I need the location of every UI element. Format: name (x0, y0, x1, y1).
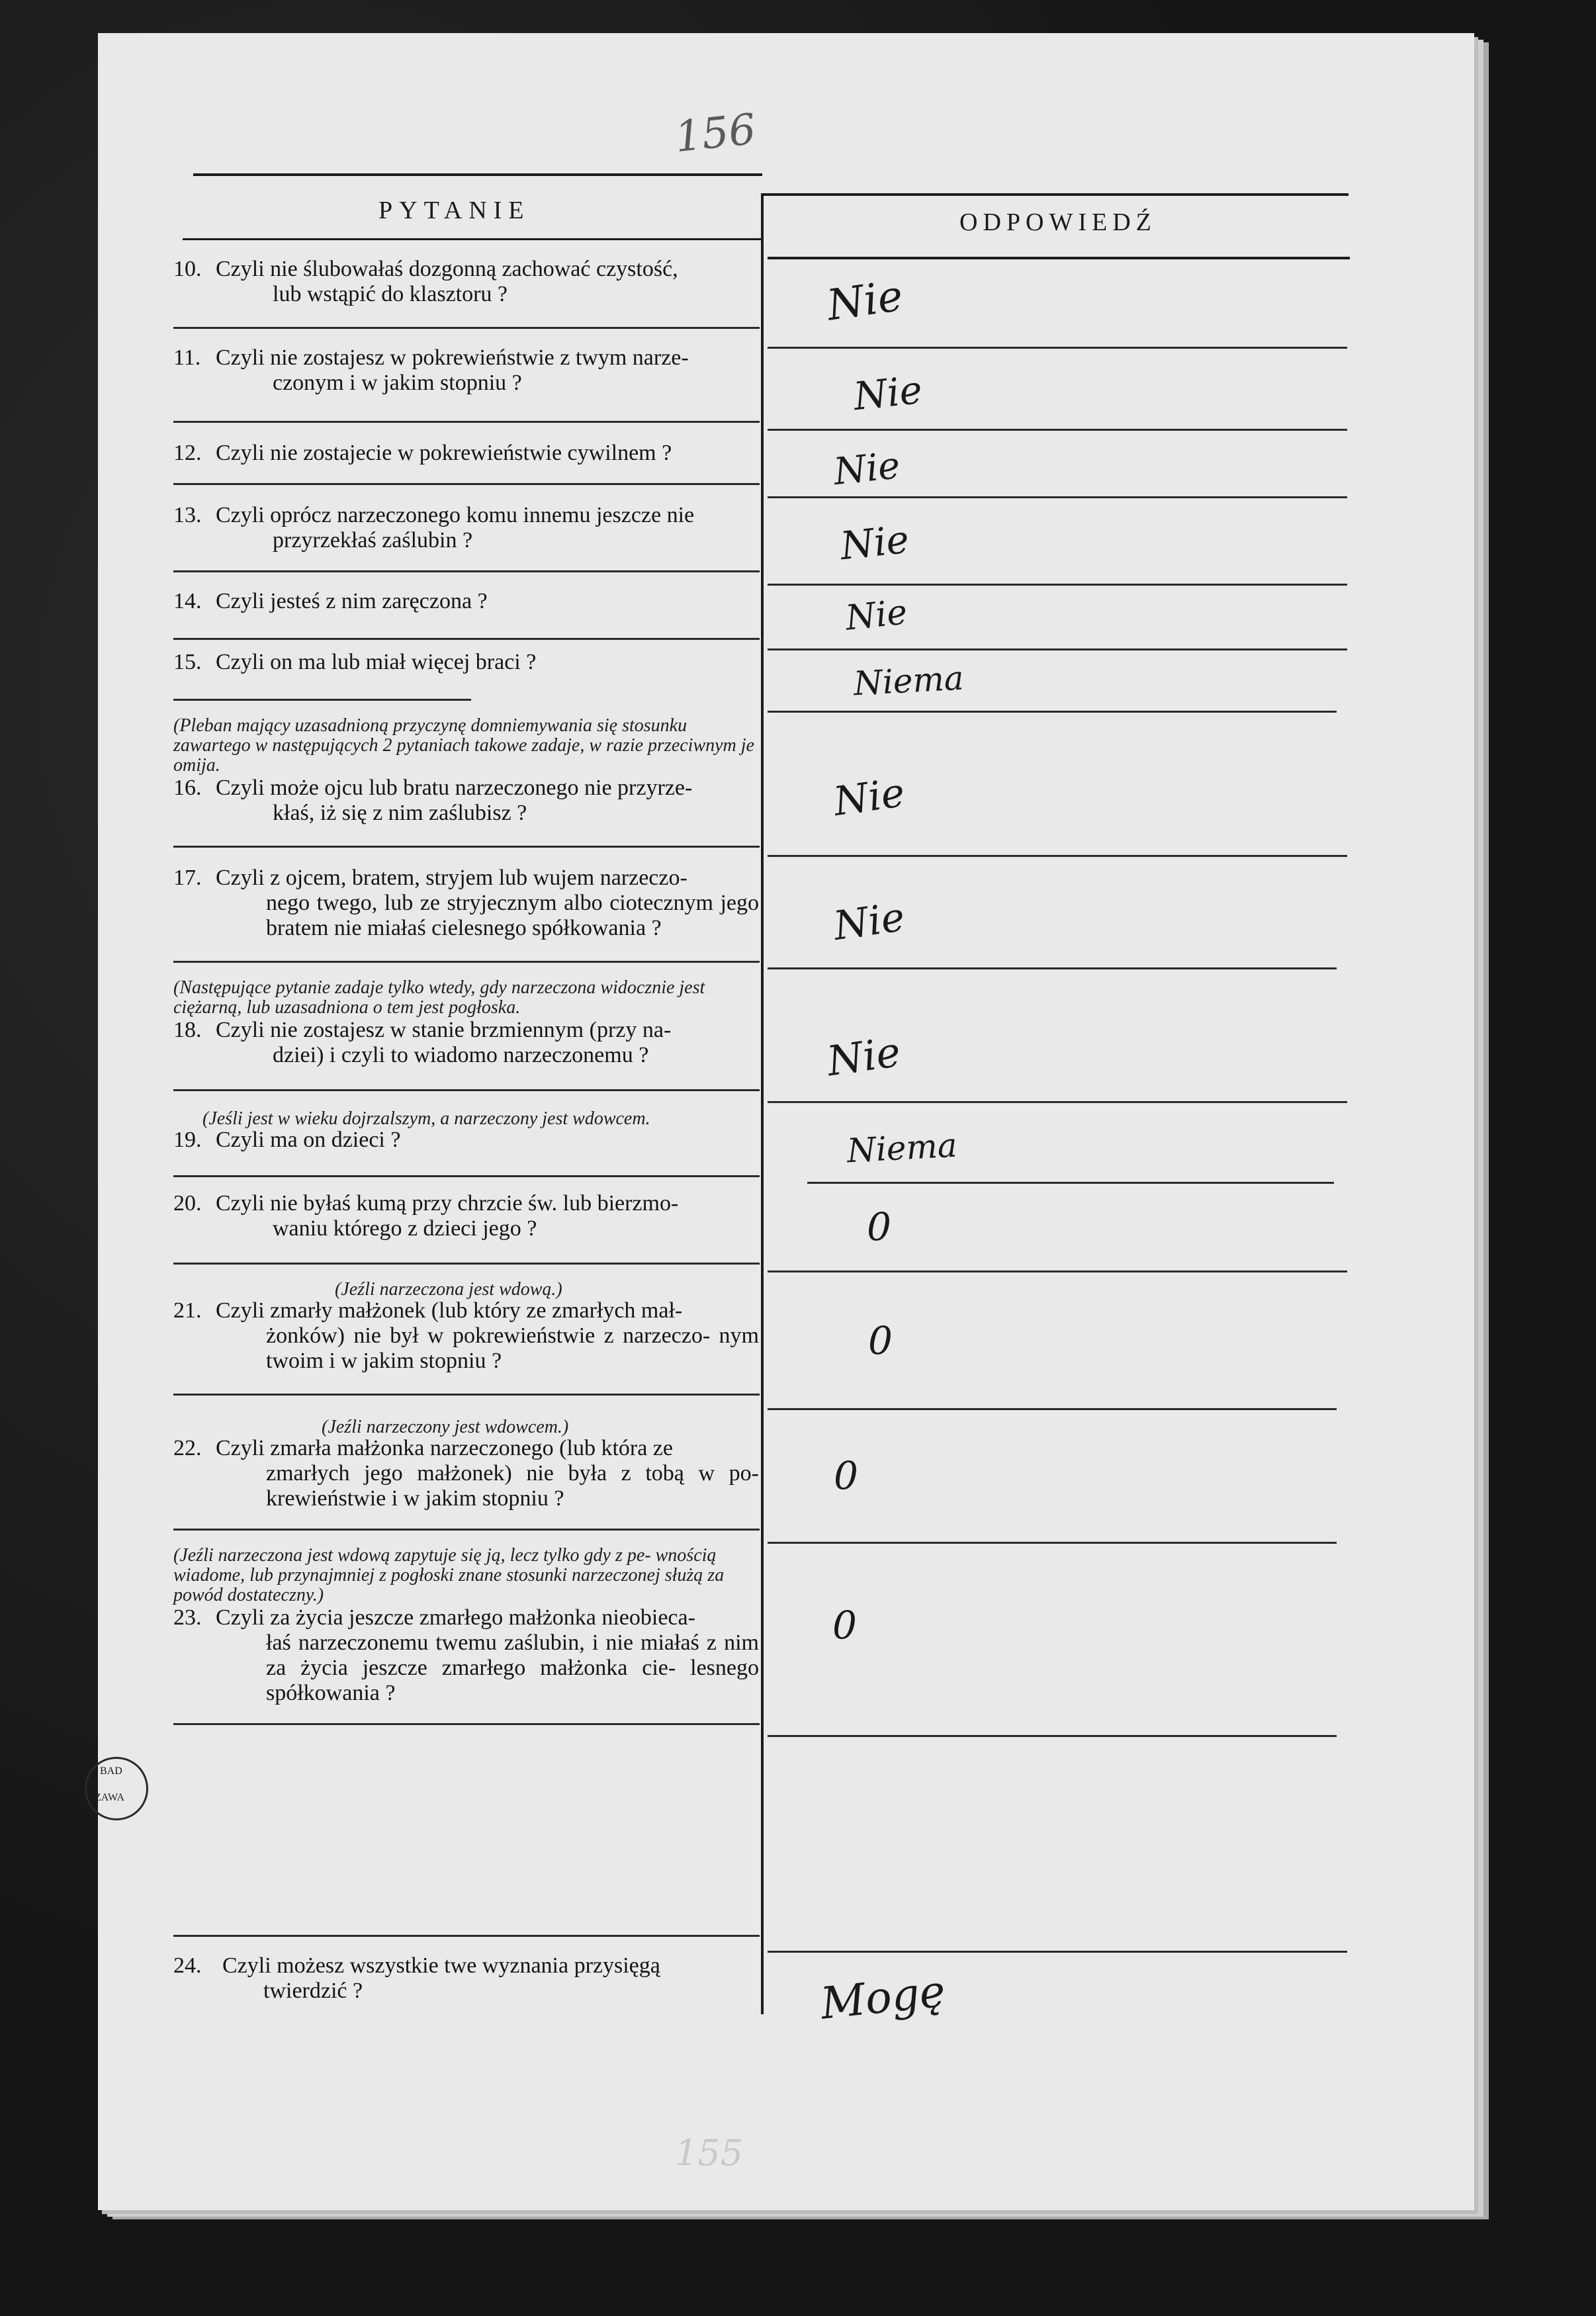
question-19: 19. Czyli ma on dzieci ? (173, 1128, 401, 1152)
answer-24: Mogę (818, 1965, 948, 2029)
question-rule (173, 327, 760, 329)
question-rule (173, 1529, 760, 1531)
header-question: PYTANIE (378, 197, 531, 224)
answer-rule (768, 648, 1347, 650)
question-12: 12. Czyli nie zostajecie w pokrewieństwie cywilnem ? (173, 441, 672, 465)
header-rule-right (768, 257, 1350, 259)
answer-17: Nie (830, 893, 908, 950)
answer-rule (768, 1270, 1347, 1272)
answer-rule (768, 1735, 1337, 1737)
answer-18: Nie (824, 1027, 904, 1086)
answer-21: 0 (868, 1318, 893, 1363)
answer-19: Niema (846, 1126, 958, 1171)
note-wiek: (Jeśli jest w wieku dojrzalszym, a narzeczony jest wdowcem. (202, 1108, 650, 1129)
top-rule-right (762, 193, 1349, 196)
question-24: 24. Czyli możesz wszystkie twe wyznania przysięgą twierdzić ? (173, 1953, 660, 2003)
question-22: 22. Czyli zmarła małżonka narzeczonego (lub która ze zmarłych jego małżonek) nie była z tobą w po- krewieństwie i w jakim stopniu ? (173, 1436, 759, 1511)
note-wdowa: (Jeźli narzeczona jest wdową.) (335, 1279, 562, 1300)
question-11: 11. Czyli nie zostajesz w pokrewieństwie z twym narze- czonym i w jakim stopniu ? (173, 345, 689, 395)
question-18: 18. Czyli nie zostajesz w stanie brzmiennym (przy na- dziei) i czyli to wiadomo narzeczonemu ? (173, 1018, 672, 1067)
answer-10: Nie (824, 271, 906, 331)
answer-rule (768, 855, 1347, 857)
answer-20: 0 (867, 1204, 891, 1249)
answer-22: 0 (834, 1453, 858, 1498)
answer-16: Nie (830, 769, 908, 826)
answer-23: 0 (832, 1603, 857, 1648)
faint-pencil-number: 155 (675, 2132, 744, 2174)
header-answer: ODPOWIEDŹ (959, 208, 1157, 236)
answer-rule (768, 1951, 1347, 1953)
note-pleban: (Pleban mający uzasadnioną przyczynę domniemywania się stosunku zawartego w następujących 2 pytaniach takowe zadaje, w razie przeciwnym je omija. (173, 715, 754, 776)
question-rule (173, 570, 760, 572)
question-rule (173, 638, 760, 640)
header-rule-left (183, 238, 762, 240)
question-rule (173, 1263, 760, 1265)
column-divider (761, 193, 764, 2014)
answer-rule (768, 1101, 1347, 1103)
question-21: 21. Czyli zmarły małżonek (lub który ze zmarłych mał- żonków) nie był w pokrewieństwie z narzeczo- nym twoim i w jakim stopniu ? (173, 1298, 759, 1373)
question-17: 17. Czyli z ojcem, bratem, stryjem lub wujem narzeczo- nego twego, lub ze stryjecznym albo ciotecznym jego bratem nie miałaś cielesnego spółkowania ? (173, 866, 759, 940)
top-rule-left (193, 173, 762, 176)
question-13: 13. Czyli oprócz narzeczonego komu innemu jeszcze nie przyrzekłaś zaślubin ? (173, 503, 695, 553)
answer-rule (768, 1408, 1337, 1410)
question-20: 20. Czyli nie byłaś kumą przy chrzcie św. lub bierzmo- waniu którego z dzieci jego ? (173, 1191, 679, 1241)
note-wdowiec: (Jeźli narzeczony jest wdowcem.) (322, 1417, 569, 1437)
answer-rule (768, 347, 1347, 349)
question-rule (173, 699, 471, 701)
question-10: 10. Czyli nie ślubowałaś dozgonną zachować czystość, lub wstąpić do klasztoru ? (173, 257, 678, 306)
question-16: 16. Czyli może ojcu lub bratu narzeczonego nie przyrze- kłaś, iż się z nim zaślubisz ? (173, 776, 693, 825)
question-rule (173, 483, 760, 485)
question-rule (173, 961, 760, 963)
question-rule (173, 1089, 760, 1091)
answer-rule (807, 1182, 1334, 1184)
question-rule (173, 1935, 760, 1937)
answer-14: Nie (844, 592, 909, 639)
page-number: 156 (672, 105, 758, 163)
answer-11: Nie (851, 367, 924, 420)
answer-rule (768, 1542, 1337, 1544)
question-rule (173, 421, 760, 423)
answer-13: Nie (838, 516, 911, 569)
question-rule (173, 1723, 760, 1725)
note-nastepujace: (Następujące pytanie zadaje tylko wtedy, gdy narzeczona widocznie jest ciężarną, lub uzasadniona o tem jest pogłoska. (173, 977, 705, 1018)
question-rule (173, 1175, 760, 1177)
answer-rule (768, 429, 1347, 431)
question-rule (173, 846, 760, 848)
question-rule (173, 1394, 760, 1396)
answer-12: Nie (831, 443, 903, 494)
question-15: 15. Czyli on ma lub miał więcej braci ? (173, 650, 537, 674)
answer-rule (768, 711, 1337, 713)
question-23: 23. Czyli za życia jeszcze zmarłego małżonka nieobieca- łaś narzeczonemu twemu zaślubin, i nie miałaś z nim za życia jeszcze zmarłego małżonka cie- lesnego spółkowania ? (173, 1605, 759, 1705)
answer-rule (768, 496, 1347, 498)
answer-rule (768, 967, 1337, 969)
answer-15: Niema (852, 658, 965, 703)
answer-rule (768, 584, 1347, 586)
note-pewnosc: (Jeźli narzeczona jest wdową zapytuje się ją, lecz tylko gdy z pe- wnością wiadome, lub przynajmniej z pogłoski znane stosunki narzeczonej służą za powód dostateczny.) (173, 1545, 725, 1605)
question-14: 14. Czyli jesteś z nim zaręczona ? (173, 589, 488, 613)
page-edge (1474, 46, 1481, 2210)
archive-stamp: BAD ZAWA (85, 1757, 148, 1820)
